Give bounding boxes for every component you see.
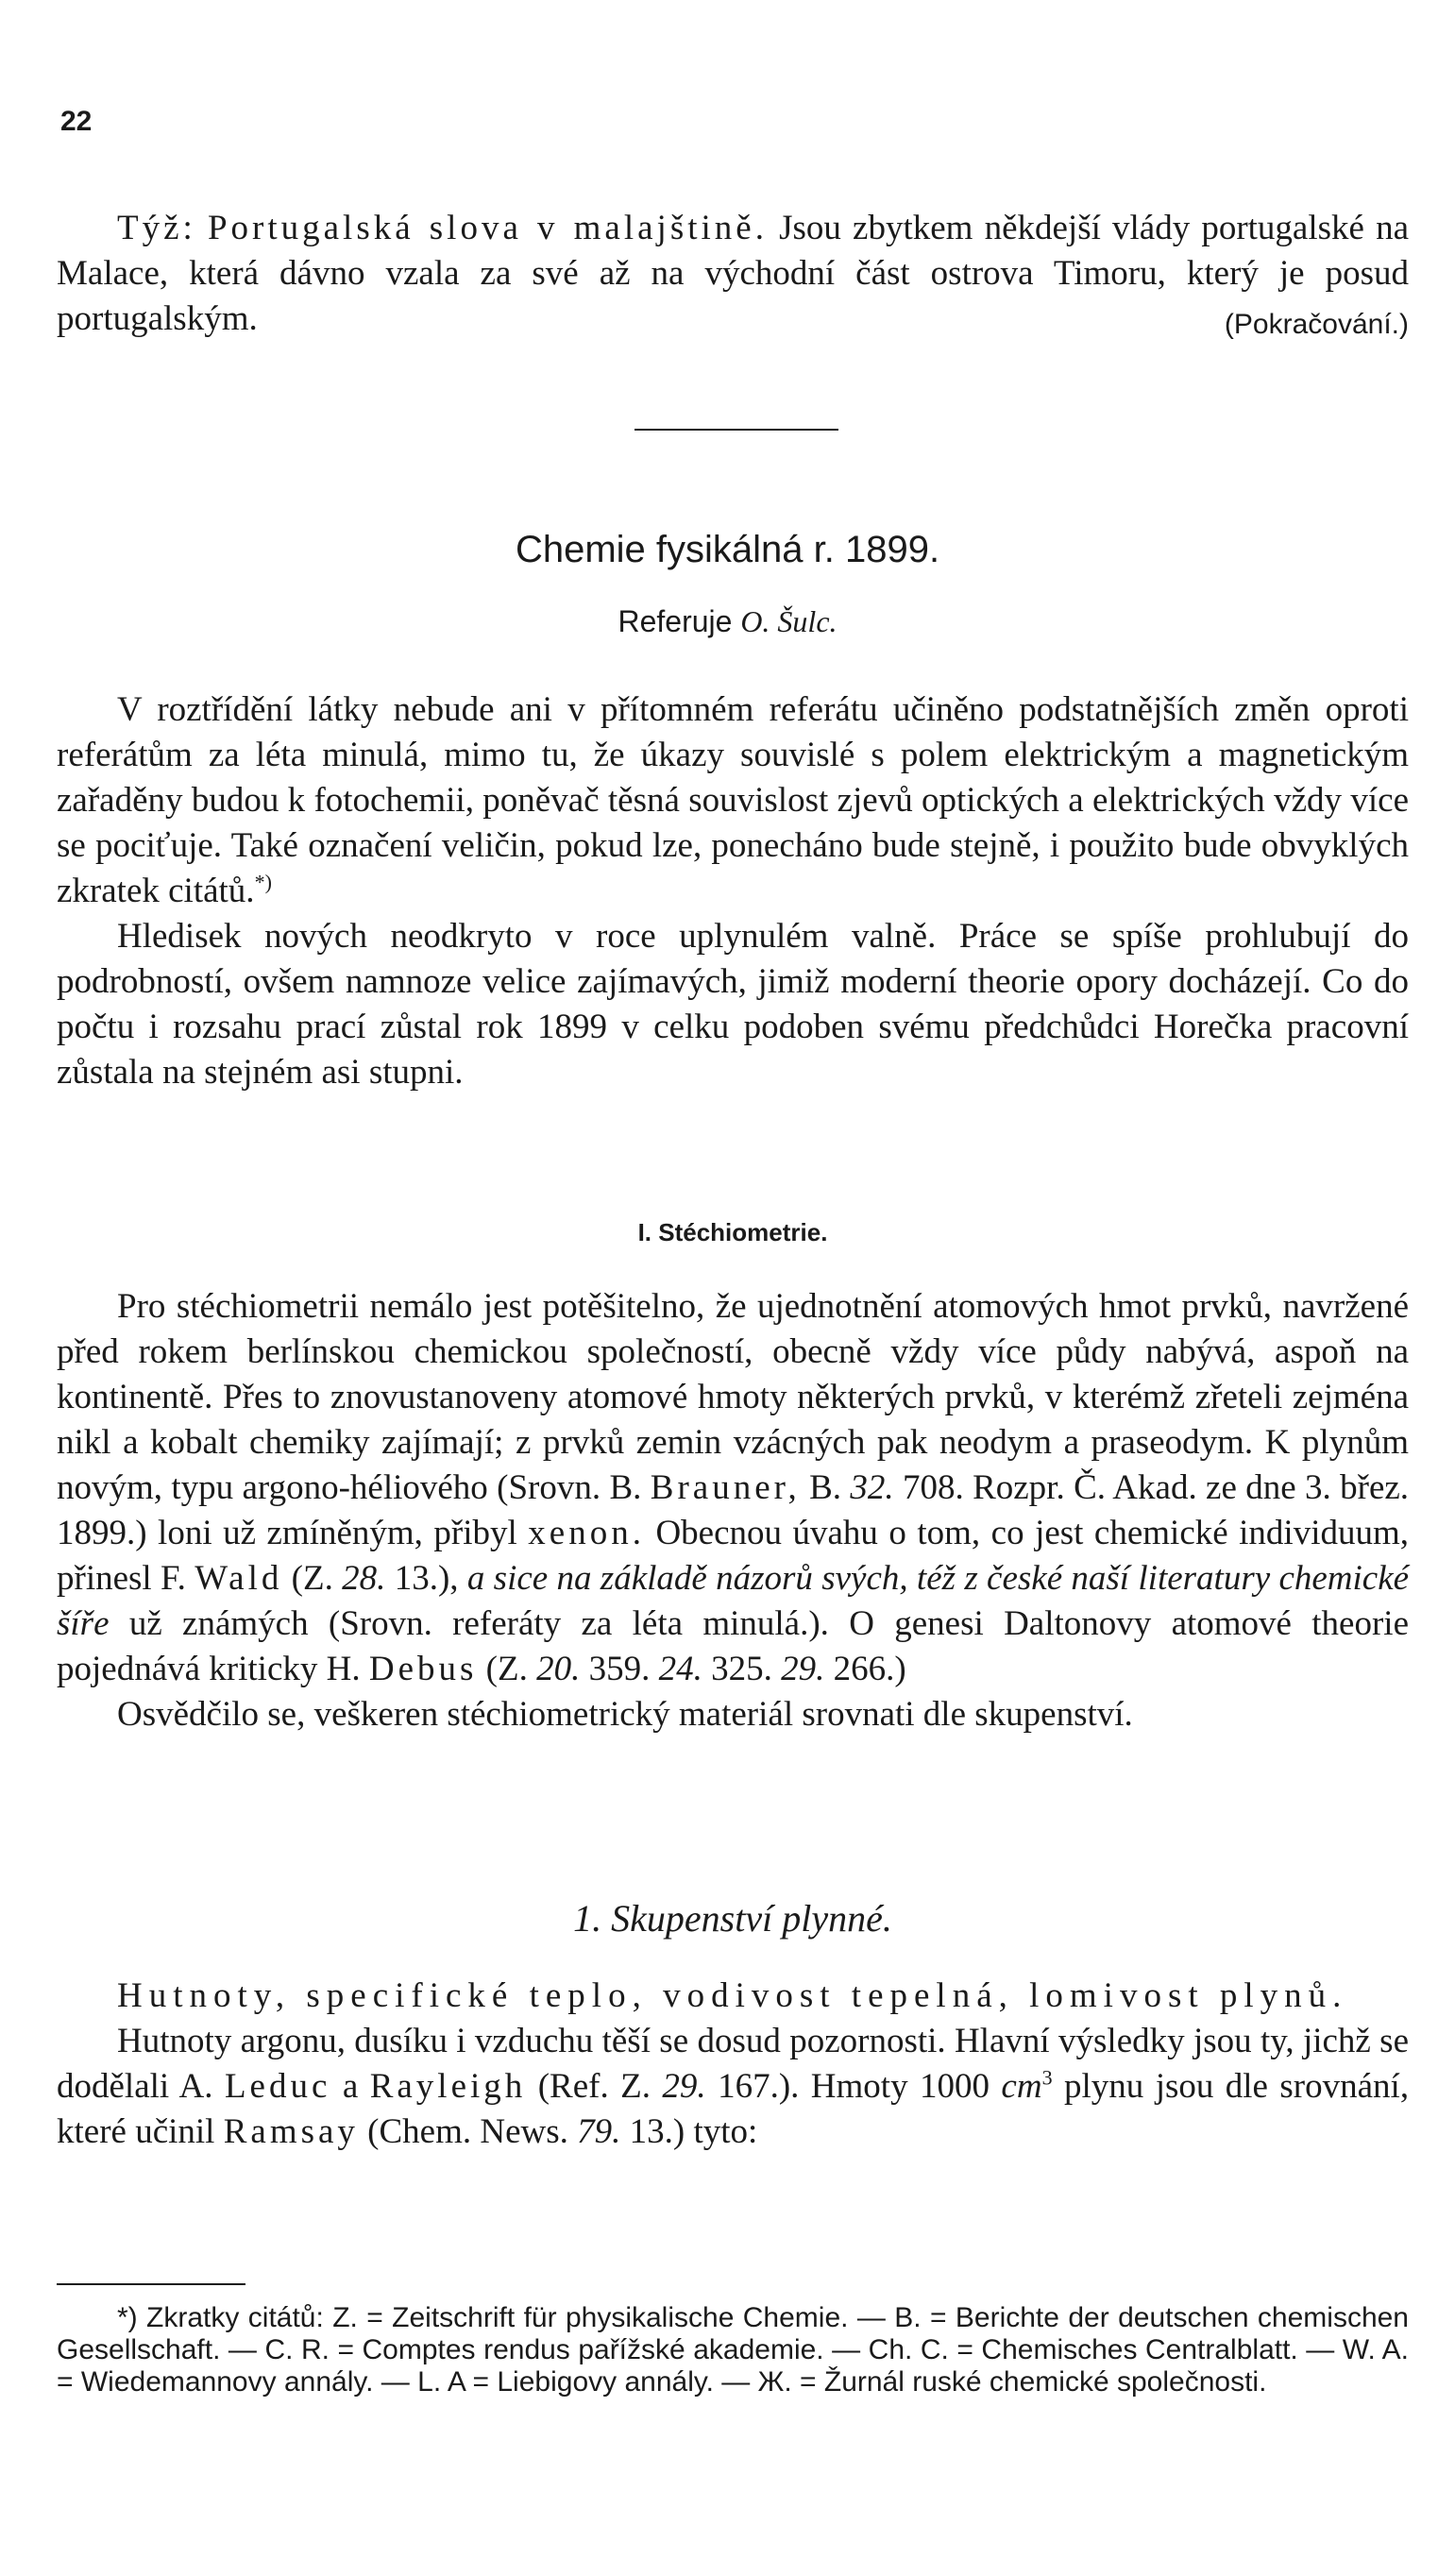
name-brauner: Brauner, (650, 1468, 801, 1507)
continued-note: (Pokračování.) (1224, 309, 1409, 340)
paragraph-5: Hutnoty argonu, dusíku i vzduchu těší se dosud pozornosti. Hlavní výsledky jsou ty, jichž se dodělali A. Leduc a Rayleigh (Ref. Z. 29. 167.). Hmoty 1000 $cm^3$ plynu jsou dle srovnání, které učinil Ramsay (Chem. News. 79. 13.) tyto: (57, 2022, 1410, 2151)
body-part-3 (57, 1974, 1409, 2155)
paragraph-4: Osvědčilo se, veškeren stéchiometrický materiál srovnati dle skupenství. (117, 1695, 1133, 1734)
name-xenon: xenon. (528, 1514, 645, 1552)
section-heading: I. Stéchiometrie. (637, 1218, 828, 1246)
byline-prefix: Referuje (618, 604, 733, 638)
intro-title: Portugalská slova v malajštině. (207, 209, 768, 247)
footnote (57, 2302, 1409, 2398)
byline-author: O. Šulc. (740, 604, 837, 638)
subsection-heading: 1. Skupenství plynné. (573, 1897, 892, 1940)
footnote-rule (57, 2283, 245, 2285)
article-byline (0, 604, 1455, 639)
intro-paragraph (57, 206, 1409, 347)
intro-author: Týž: (117, 209, 196, 247)
intro-text: Jsou zbytkem někdejší vlády portugalské na Malace, která dávno vzala za své až na východní část ostrova Timoru, který je posud portugalským. (57, 209, 1410, 338)
separator-rule (634, 429, 838, 431)
section-heading-wrapper (57, 1218, 1409, 1247)
spaced-heading: Hutnoty, specifické teplo, vodivost tepelná, lomivost plynů. (117, 1976, 1348, 2015)
body-part-1 (57, 687, 1409, 1095)
name-leduc: Leduc (224, 2067, 331, 2106)
name-rayleigh: Rayleigh (369, 2067, 527, 2106)
paragraph-3: Pro stéchiometrii nemálo jest potěšitelno, že ujednotnění atomových hmot prvků, navržené před rokem berlínskou chemickou společností, obecně vždy více půdy nabývá, aspoň na kontinentě. Přes to znovustanoveny atomové hmoty některých prvků, v kterémž zřeteli zejména nikl a kobalt chemiky zajímají; z prvků zemin vzácných pak neodym a praseodym. K plynům novým, typu argono-héliového (Srovn. B. Brauner, B. 32. 708. Rozpr. Č. Akad. ze dne 3. břez. 1899.) loni už zmíněným, přibyl xenon. Obecnou úvahu o tom, co jest chemické individuum, přinesl F. Wald (Z. 28. 13.), a sice na základě názorů svých, též z české naší literatury chemické šíře už známých (Srovn. referáty za léta minulá.). O genesi Daltonovy atomové theorie pojednává kriticky H. Debus (Z. 20. 359. 24. 325. 29. 266.) (57, 1287, 1410, 1688)
subsection-heading-wrapper (57, 1896, 1409, 1940)
paragraph-1: V roztřídění látky nebude ani v přítomném referátu učiněno podstatnějších změn oproti referátům za léta minulá, mimo tu, že úkazy souvislé s polem elektrickým a magnetickým zařaděny budou k fotochemii, poněvač těsná souvislost zjevů optických a elektrických vždy více se pociťuje. Také označení veličin, pokud lze, ponecháno bude stejně, i použito bude obvyklých zkratek citátů.*) (57, 690, 1409, 910)
body-part-2 (57, 1284, 1409, 1737)
name-ramsay: Ramsay (223, 2112, 359, 2151)
name-debus: Debus (368, 1650, 478, 1688)
article-title: Chemie fysikálná r. 1899. (515, 529, 940, 570)
footnote-text: *) Zkratky citátů: Z. = Zeitschrift für physikalische Chemie. — B. = Berichte der deutschen chemischen Gesellschaft. — C. R. = Comptes rendus pařížské akademie. — Ch. C. = Chemisches Centralblatt. — W. A. = Wiedemannovy annály. — L. A = Liebigovy annály. — Ж. = Žurnál ruské chemické společnosti. (57, 2302, 1409, 2398)
name-wald: Wald (195, 1559, 283, 1598)
footnote-mark: *) (254, 870, 272, 894)
page-number: 22 (60, 106, 93, 137)
paragraph-2: Hledisek nových neodkryto v roce uplynulém valně. Práce se spíše prohlubují do podrobností, ovšem namnoze velice zajímavých, jimiž moderní theorie opory docházejí. Co do počtu i rozsahu prací zůstal rok 1899 v celku podoben svému předchůdci Horečka pracovní zůstala na stejném asi stupni. (57, 917, 1409, 1092)
